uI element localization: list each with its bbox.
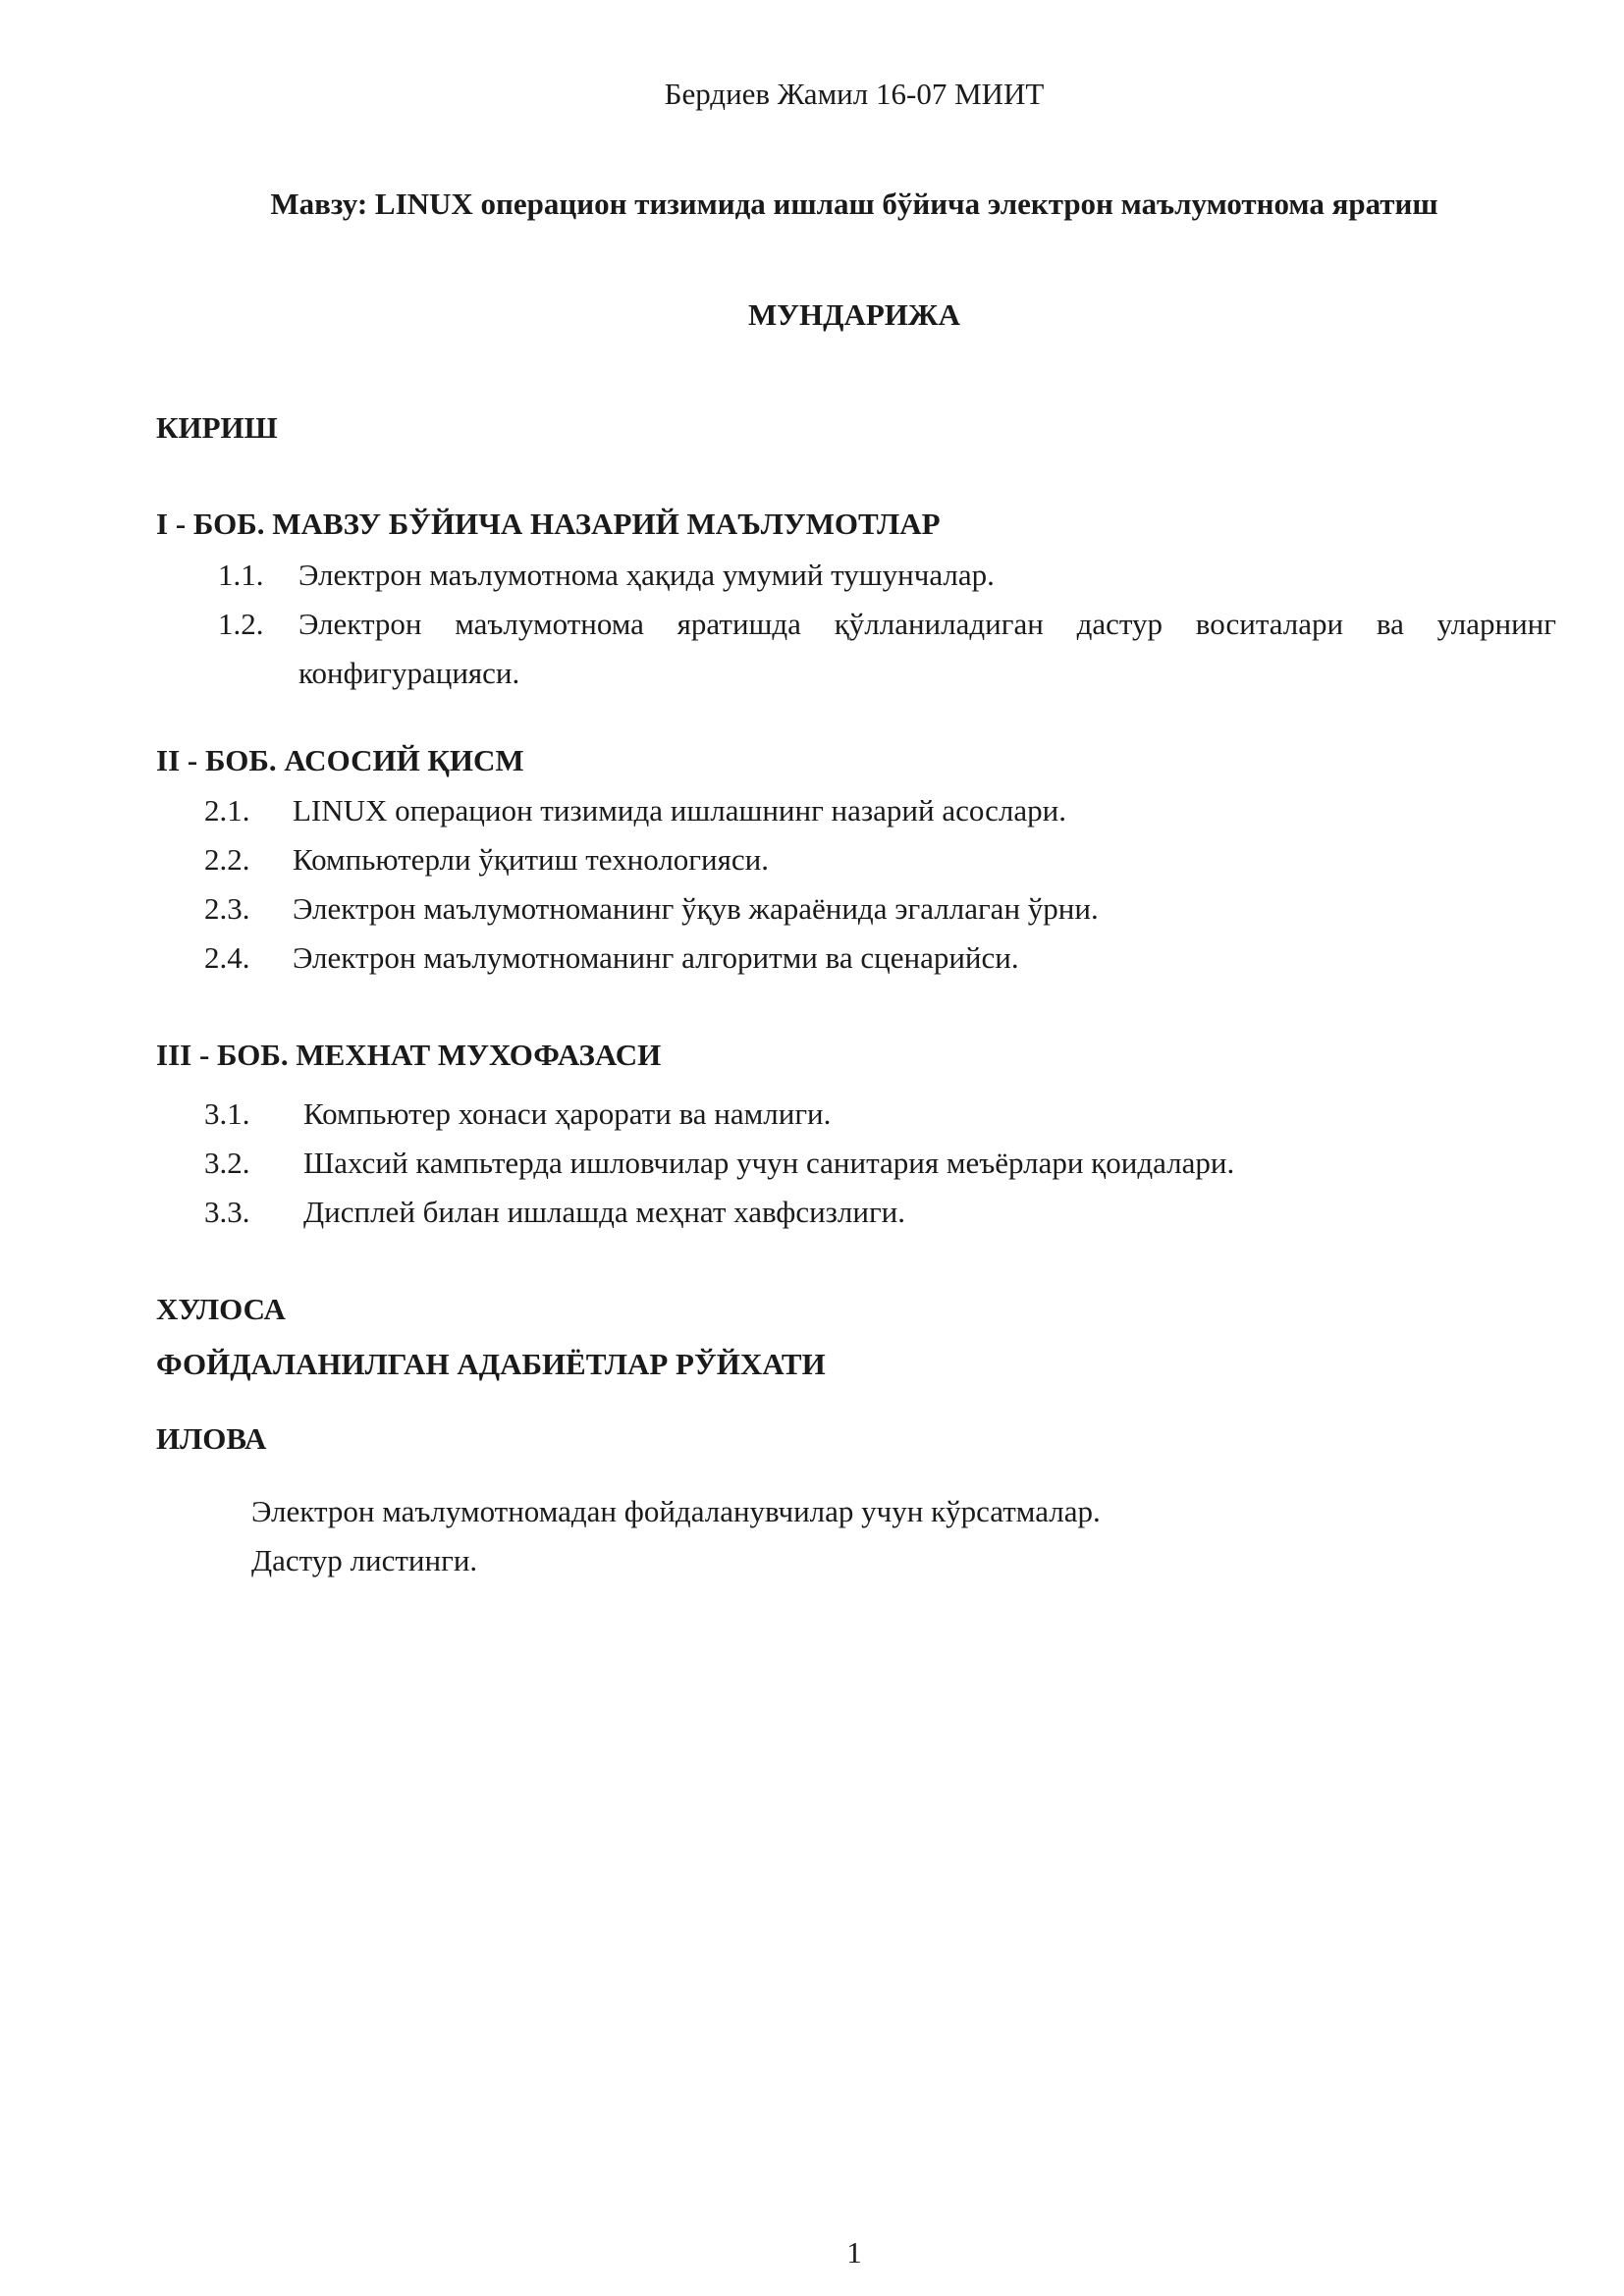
toc-references-heading: ФОЙДАЛАНИЛГАН АДАБИЁТЛАР РЎЙХАТИ <box>156 1347 826 1381</box>
toc-item-number: 1.2. <box>218 607 264 641</box>
toc-item-text: Шахсий кампьтерда ишловчилар учун санитария меъёрлари қоидалари. <box>303 1146 1235 1180</box>
page-header: Бердиев Жамил 16-07 МИИТ <box>664 77 1045 111</box>
document-topic: Мавзу: LINUX операцион тизимида ишлаш бўйича электрон маълумотнома яратиш <box>270 187 1438 221</box>
toc-item-number: 1.1. <box>218 558 264 592</box>
toc-item-text-continuation: конфигурацияси. <box>298 656 520 690</box>
toc-appendix-item: Дастур листинги. <box>251 1543 478 1577</box>
toc-item-text: LINUX операцион тизимида ишлашнинг назарий асослари. <box>293 793 1066 828</box>
toc-chapter2-heading: II - БОБ. АСОСИЙ ҚИСМ <box>156 743 524 777</box>
toc-appendix-heading: ИЛОВА <box>156 1421 267 1456</box>
toc-item-text: Электрон маълумотнома ҳақида умумий тушунчалар. <box>298 558 995 592</box>
toc-item-number: 3.3. <box>204 1195 250 1229</box>
toc-item-text: Электрон маълумотнома яратишда қўлланиладиган дастур воситалари ва уларнинг <box>298 607 1556 641</box>
toc-intro-heading: КИРИШ <box>156 410 278 445</box>
toc-appendix-item: Электрон маълумотномадан фойдаланувчилар учун кўрсатмалар. <box>251 1494 1101 1528</box>
toc-item-number: 3.2. <box>204 1146 250 1180</box>
toc-title: МУНДАРИЖА <box>748 297 960 332</box>
toc-item-number: 2.2. <box>204 842 250 877</box>
toc-item-number: 2.4. <box>204 940 250 975</box>
toc-item-number: 2.3. <box>204 891 250 926</box>
toc-chapter3-heading: III - БОБ. МЕХНАТ МУХОФАЗАСИ <box>156 1038 662 1072</box>
toc-item-number: 2.1. <box>204 793 250 828</box>
toc-item-text: Компьютерли ўқитиш технологияси. <box>293 842 769 877</box>
toc-item-text: Компьютер хонаси ҳарорати ва намлиги. <box>303 1096 832 1131</box>
toc-item-text: Электрон маълумотноманинг алгоритми ва сценарийси. <box>293 940 1019 975</box>
toc-item-number: 3.1. <box>204 1096 250 1131</box>
toc-chapter1-heading: I - БОБ. МАВЗУ БЎЙИЧА НАЗАРИЙ МАЪЛУМОТЛАР <box>156 507 941 541</box>
page-number: 1 <box>846 2235 862 2269</box>
toc-conclusion-heading: ХУЛОСА <box>156 1292 286 1326</box>
toc-item-text: Электрон маълумотноманинг ўқув жараёнида эгаллаган ўрни. <box>293 891 1099 926</box>
toc-item-text: Дисплей билан ишлашда меҳнат хавфсизлиги. <box>303 1195 906 1229</box>
